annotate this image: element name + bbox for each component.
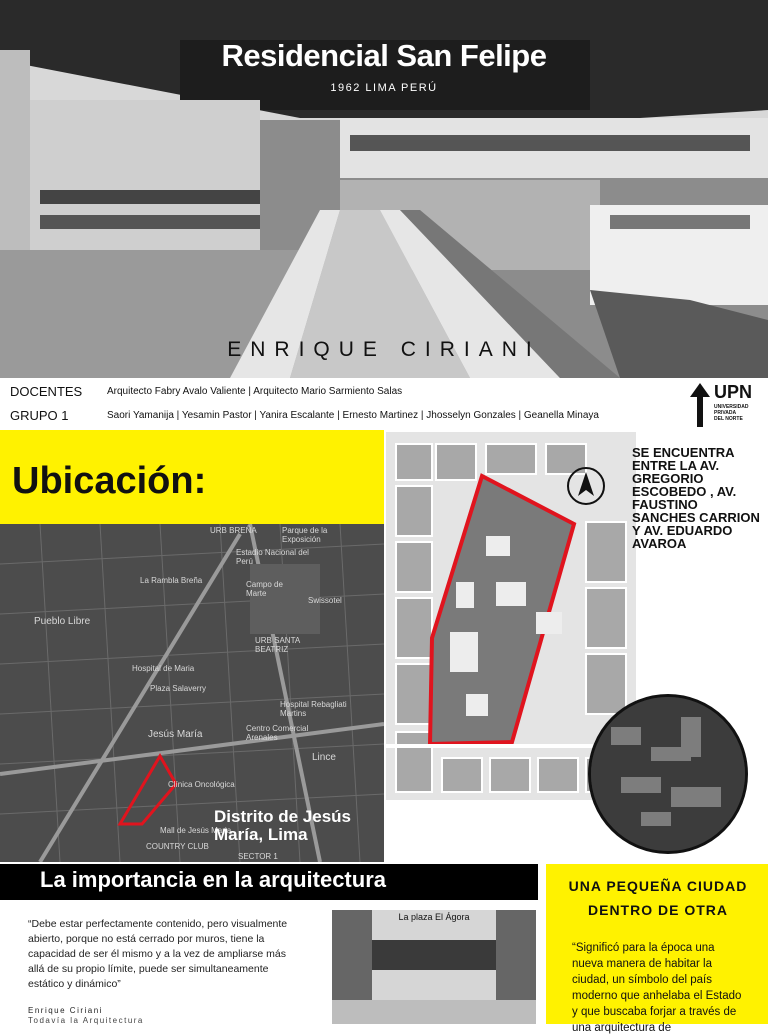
upn-name: UPN xyxy=(714,382,753,402)
upn-arrow-icon xyxy=(690,383,710,427)
map-label: Campo de Marte xyxy=(246,580,283,598)
city-title: UNA PEQUEÑA CIUDAD DENTRO DE OTRA xyxy=(568,878,748,918)
map-label: La Rambla Breña xyxy=(140,576,203,585)
importance-title: La importancia en la arquitectura xyxy=(40,867,386,892)
map-label: COUNTRY CLUB xyxy=(146,842,209,851)
map-label: URB BREÑA xyxy=(210,526,257,535)
map-label: SECTOR 1 xyxy=(238,852,278,861)
grupo-text: Saori Yamanija | Yesamin Pastor | Yanira Escalante | Ernesto Martinez | Jhosselyn Gonzales | Geanella Minaya xyxy=(107,410,599,421)
map-label: Clínica Oncológica xyxy=(168,780,235,789)
map-label: Hospital de Maria xyxy=(132,664,195,673)
docentes-label: DOCENTES xyxy=(10,384,83,399)
north-arrow-icon xyxy=(566,466,606,506)
ubicacion-title: Ubicación: xyxy=(12,460,207,502)
city-quote: “Significó para la época una nueva manera de habitar la ciudad, un símbolo del país moderno que anhelaba el Estado y que buscaba forjar a través de una arquitectura de xyxy=(572,942,742,1034)
map-label: Estadio Nacional del Perú xyxy=(236,548,309,566)
plaza-photo xyxy=(332,910,536,1024)
grupo-label: GRUPO 1 xyxy=(10,408,69,423)
page-subtitle: 1962 LIMA PERÚ xyxy=(330,82,438,94)
map-label: URB SANTA BEATRIZ xyxy=(255,636,300,654)
upn-line3: DEL NORTE xyxy=(714,416,743,422)
map-label: Hospital Rebagliati Martins xyxy=(280,700,347,718)
location-address: SE ENCUENTRA ENTRE LA AV. GREGORIO ESCOBEDO , AV. FAUSTINO SANCHES CARRION Y AV. EDUARDO AVAROA xyxy=(632,445,760,551)
aerial-photo xyxy=(588,694,748,854)
map-label: Plaza Salaverry xyxy=(150,684,207,693)
plaza-label: La plaza El Ágora xyxy=(398,912,470,922)
map-label: Mall de Jesús Maria xyxy=(160,826,232,835)
upn-logo xyxy=(690,382,762,428)
page-title: Residencial San Felipe xyxy=(221,38,547,73)
map-label: Centro Comercial Arenales xyxy=(246,724,309,742)
architect-name: ENRIQUE CIRIANI xyxy=(227,338,541,361)
upn-line1: UNIVERSIDAD xyxy=(714,404,749,410)
district-label: Distrito de Jesús María, Lima xyxy=(214,807,351,844)
upn-line2: PRIVADA xyxy=(714,410,737,416)
ciriani-quote: “Debe estar perfectamente contenido, pero visualmente abierto, porque no está cerrado por muros, tiene la capacidad de ser él mismo y a la vez de ampliarse más allá de su propio límite, puede ser simultaneamente estático y dinámico” xyxy=(28,918,288,990)
docentes-text: Arquitecto Fabry Avalo Valiente | Arquitecto Mario Sarmiento Salas xyxy=(107,386,403,397)
map-label: Swissotel xyxy=(308,596,342,605)
map-label: Parque de la Exposición xyxy=(282,526,328,544)
map-label: Jesús María xyxy=(148,729,203,740)
quote-source: Todavía la Arquitectura xyxy=(28,1016,144,1025)
quote-author: Enrique Ciriani xyxy=(28,1006,103,1015)
map-label: Lince xyxy=(312,752,336,763)
map-label: Pueblo Libre xyxy=(34,616,91,627)
